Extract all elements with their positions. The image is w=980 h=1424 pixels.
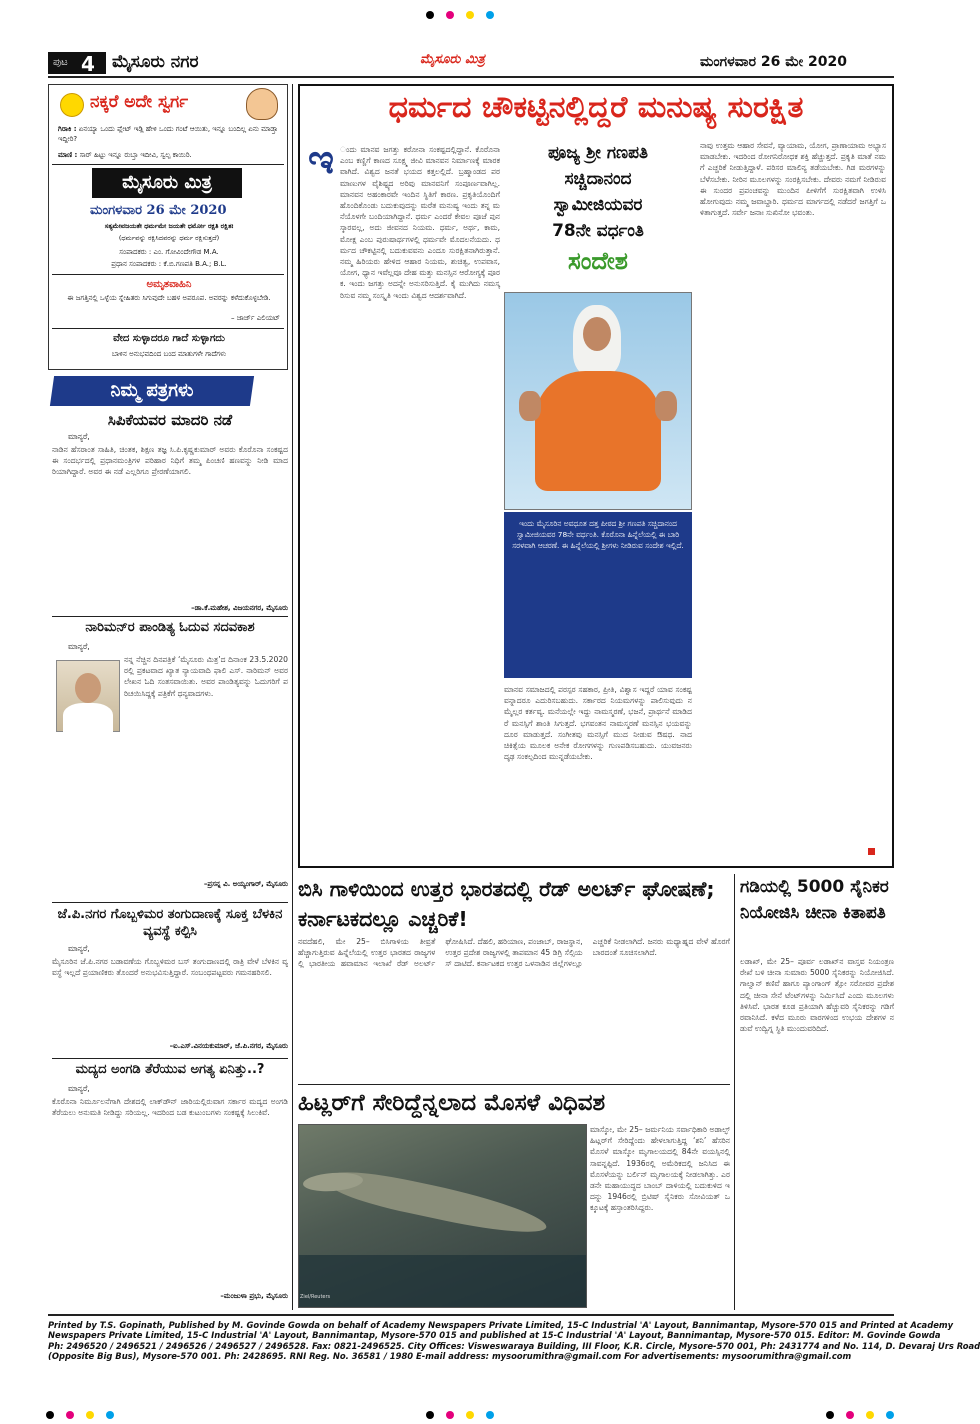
footer-imprint	[48, 1320, 980, 1362]
letter-author: –ಪ್ರಸನ್ನ ವಿ. ಅಯ್ಯಂಗಾರ್, ಮೈಸೂರು	[203, 880, 288, 888]
photo-credit: Ziel/Reuters	[300, 1294, 331, 1300]
imprint-line: (Opposite Big Bus), Mysore-570 001. Ph: 2428695. RNI Reg. No. 36581 / 1980 E-mail address: mysoorumithra@gmail.com For advertisements: mysoorumithra@gmail.com	[48, 1351, 852, 1362]
section-title: ಮೈಸೂರು ನಗರ	[112, 52, 199, 72]
paper-motto: ಸತ್ಯಮೇವಜಯತೇ ಧರ್ಮಮೇ ಜಯತೇ ಧರ್ಮೋ ರಕ್ಷತಿ ರಕ್ಷಿತಃ	[104, 222, 234, 230]
swamiji-photo	[504, 292, 692, 510]
page-number-block	[48, 52, 106, 74]
subhead-line: ಸಚ್ಚಿದಾನಂದ	[564, 169, 632, 189]
article-end-mark	[868, 848, 875, 855]
humor-line-2-text: ಸಾರ್ ಹಿಟ್ಟು ಇನ್ನೂ ರುಬ್ತಾ ಇದೀವಿ, ಸ್ವಲ್ಪ ಕಾಯಿರಿ.	[79, 151, 192, 159]
subhead-line: ಸ್ವಾಮೀಜಿಯವರ	[553, 195, 643, 215]
photo-hand-right	[655, 391, 677, 421]
main-headline: ಧರ್ಮದ ಚೌಕಟ್ಟಿನಲ್ಲಿದ್ದರೆ ಮನುಷ್ಯ ಸುರಕ್ಷಿತ	[388, 90, 804, 125]
humor-emoji-icon	[60, 93, 84, 117]
china-headline: ಗಡಿಯಲ್ಲಿ 5000 ಸೈನಿಕರ ನಿಯೋಜಿಸಿ ಚೀನಾ ಕಿತಾಪತಿ	[740, 877, 889, 923]
letter-title: ಸಿಪಿಕೆಯವರ ಮಾದರಿ ನಡೆ	[107, 411, 233, 429]
portrait-face	[75, 673, 101, 703]
crocodile-headline: ಹಿಟ್ಲರ್‌ಗೆ ಸೇರಿದ್ದೆನ್ನಲಾದ ಮೊಸಳೆ ವಿಧಿವಶ	[298, 1090, 606, 1116]
divider	[52, 328, 284, 329]
water-reflection	[299, 1255, 586, 1307]
editor-line: ಸಂಪಾದಕರು : ಎಂ. ಗೋವಿಂದೇಗೌಡ M.A.	[119, 248, 219, 256]
letters-banner	[50, 376, 254, 406]
divider	[52, 1058, 288, 1059]
letter-salutation: ಮಾನ್ಯರೆ,	[68, 432, 90, 441]
photo-face	[583, 317, 611, 351]
photo-caption-box	[504, 512, 692, 678]
humor-line-1-text: ಏನಯ್ಯಾ ಒಂದು ಪ್ಲೇಟ್ ಇಡ್ಲಿ ಹೇಳಿ ಒಂದು ಗಂಟೆ ಆಯಿತು, ಇನ್ನೂ ಬಂದಿಲ್ಲ ಏನು ಮಾಡ್ತಾ ಇದ್ದೀರಿ?	[58, 125, 278, 143]
exec-editor-line: ಪ್ರಧಾನ ಸಂಪಾದಕರು : ಕೆ.ಬಿ.ಗಣಪತಿ B.A.; B.L.	[111, 260, 227, 268]
header-rule	[48, 76, 894, 78]
proverb-meaning: ಬಾಳಿನ ಅನುಭವದಿಂದ ಬಂದ ಮಾತುಗಳೇ ಗಾದೆಗಳು	[111, 350, 227, 358]
masthead-box	[92, 168, 242, 198]
page-number: 4	[81, 52, 95, 76]
photo-caption: ಇಂದು ಮೈಸೂರಿನ ಅವಧೂತ ದತ್ತ ಪೀಠದ ಶ್ರೀ ಗಣಪತಿ ಸಚ್ಚಿದಾನಂದ ಸ್ವಾಮೀಜಿಯವರ 78ನೇ ವರ್ಧಂತಿ. ಕೊರೊನಾ ಹಿನ್ನೆಲೆಯಲ್ಲಿ ಈ ಬಾರಿ ಸರಳವಾಗಿ ಆಚರಣೆ. ಈ ಹಿನ್ನೆಲೆಯಲ್ಲಿ ಶ್ರೀಗಳು ನೀಡಿರುವ ಸಂದೇಶ ಇಲ್ಲಿದೆ.	[512, 519, 684, 550]
letter-salutation: ಮಾನ್ಯರೆ,	[68, 944, 90, 953]
humor-character-icon	[246, 88, 278, 120]
divider	[52, 616, 288, 617]
photo-hand-left	[519, 391, 541, 421]
humor-line-2	[58, 150, 280, 160]
letter-body: ನನ್ನ ನೆಚ್ಚಿನ ದಿನಪತ್ರಿಕೆ ‘ಮೈಸೂರು ಮಿತ್ರ’ದ ದಿನಾಂಕ 23.5.2020ರಲ್ಲಿ ಪ್ರಕಟವಾದ ಖ್ಯಾತ ನ್ಯಾಯವಾದಿ ಫಾಲಿ ಎಸ್. ನಾರಿಮನ್ ಅವರ ಲೇಖನ ಓದಿ ಸಂತಸವಾಯಿತು. ಅವರ ಪಾಂಡಿತ್ಯವನ್ನು ಓದುಗರಿಗೆ ಪರಿಚಯಿಸಿದ್ದಕ್ಕೆ ಪತ್ರಿಕೆಗೆ ಧನ್ಯವಾದಗಳು.	[124, 655, 291, 698]
registration-dots-top	[420, 4, 500, 23]
proverb-text: ವೇದ ಸುಳ್ಳಾದರೂ ಗಾದೆ ಸುಳ್ಳಾಗದು	[113, 333, 225, 344]
letter-body-continued	[52, 734, 288, 864]
humor-title: ನಕ್ಕರೆ ಅದೇ ಸ್ವರ್ಗ	[90, 92, 189, 112]
letter-author: –ಐ.ಎಸ್.ವಿನಯಕುಮಾರ್, ಜೆ.ಪಿ.ನಗರ, ಮೈಸೂರು	[169, 1042, 288, 1050]
china-body: ಲಡಾಖ್, ಮೇ 25– ಪೂರ್ವ ಲಡಾಖ್‌ನ ವಾಸ್ತವ ನಿಯಂತ್ರಣ ರೇಖೆ ಬಳಿ ಚೀನಾ ಸುಮಾರು 5000 ಸೈನಿಕರನ್ನು ನಿಯೋಜಿಸಿದೆ. ಗಾಲ್ವಾನ್ ಕಣಿವೆ ಹಾಗೂ ಪ್ಯಾಂಗಾಂಗ್ ತ್ಸೋ ಸರೋವರ ಪ್ರದೇಶದಲ್ಲಿ ಚೀನಾ ಸೇನೆ ಟೆಂಟ್‌ಗಳನ್ನು ನಿರ್ಮಿಸಿದೆ ಎಂದು ಮೂಲಗಳು ತಿಳಿಸಿವೆ. ಭಾರತ ಕೂಡ ಪ್ರತಿಯಾಗಿ ಹೆಚ್ಚುವರಿ ಸೈನಿಕರನ್ನು ಗಡಿಗೆ ರವಾನಿಸಿದೆ. ಕಳೆದ ಮೂರು ವಾರಗಳಿಂದ ಉಭಯ ದೇಶಗಳ ನಡುವೆ ಉದ್ವಿಗ್ನ ಸ್ಥಿತಿ ಮುಂದುವರಿದಿದೆ.	[740, 957, 897, 1034]
article-column-3: ನಾವು ಉತ್ತಮ ಆಹಾರ ಸೇವನೆ, ವ್ಯಾಯಾಮ, ಯೋಗ, ಪ್ರಾಣಾಯಾಮ ಅಭ್ಯಾಸ ಮಾಡಬೇಕು. ಇದರಿಂದ ರೋಗನಿರೋಧಕ ಶಕ್ತಿ ಹೆಚ್ಚುತ್ತದೆ. ಪ್ರಕೃತಿ ಮಾತೆ ನಮಗೆ ಎಚ್ಚರಿಕೆ ನೀಡುತ್ತಿದ್ದಾಳೆ. ಪರಿಸರ ಮಾಲಿನ್ಯ ತಡೆಯಬೇಕು. ಗಿಡ ಮರಗಳನ್ನು ಬೆಳೆಸಬೇಕು. ನೀರಿನ ಮೂಲಗಳನ್ನು ಸಂರಕ್ಷಿಸಬೇಕು. ದೇವರು ನಮಗೆ ನೀಡಿರುವ ಈ ಸುಂದರ ಪ್ರಪಂಚವನ್ನು ಮುಂದಿನ ಪೀಳಿಗೆಗೆ ಸುರಕ್ಷಿತವಾಗಿ ಉಳಿಸಿ ಹೋಗುವುದು ನಮ್ಮ ಜವಾಬ್ದಾರಿ. ಧರ್ಮದ ಮಾರ್ಗದಲ್ಲಿ ನಡೆದರೆ ಜಗತ್ತಿಗೆ ಒಳಿತಾಗುತ್ತದೆ. ಸರ್ವೇ ಜನಾಃ ಸುಖಿನೋ ಭವಂತು.	[700, 141, 889, 218]
article-subhead	[504, 140, 692, 278]
letters-banner-text: ನಿಮ್ಮ ಪತ್ರಗಳು	[110, 380, 194, 401]
letter-title: ನಾರಿಮನ್‌ರ ಪಾಂಡಿತ್ಯ ಓದುವ ಸದವಕಾಶ	[85, 620, 255, 635]
letter-title: ಜೆ.ಪಿ.ನಗರ ಗೊಬ್ಬಳಿಮರ ತಂಗುದಾಣಕ್ಕೆ ಸೂಕ್ತ ಬೆಳಕಿನ ವ್ಯವಸ್ಥೆ ಕಲ್ಪಿಸಿ	[57, 907, 283, 939]
registration-dots-bottom-left	[40, 1404, 120, 1423]
letter-author: –ಡಾ.ಕೆ.ಮಹೇಶ, ವಿಜಯನಗರ, ಮೈಸೂರು	[191, 604, 288, 612]
masthead-logo: ಮೈಸೂರು ಮಿತ್ರ	[122, 172, 212, 193]
humor-line-1	[58, 124, 280, 144]
footer-rule	[48, 1314, 894, 1316]
humor-line-1-label: ಗಿರಾಕಿ :	[58, 125, 77, 133]
divider	[52, 902, 288, 903]
page-label: ಪುಟ	[53, 57, 68, 68]
divider	[52, 164, 284, 165]
letter-author: –ಮಂಜುಳಾ ಪ್ರಭು, ಮೈಸೂರು	[220, 1292, 288, 1300]
crocodile-body	[328, 1164, 550, 1241]
letter-title: ಮದ್ಯದ ಅಂಗಡಿ ತೆರೆಯುವ ಅಗತ್ಯ ಏನಿತ್ತು..?	[75, 1062, 265, 1077]
humor-line-2-label: ಮಾಣಿ :	[58, 151, 78, 159]
amrutavahini-title: ಅಮೃತವಾಹಿನಿ	[146, 279, 192, 290]
imprint-line: Printed by T.S. Gopinath, Published by M. Govinde Gowda on behalf of Academy Newspapers Private Limited, 15-C Industrial 'A' Layout, Bannimantap, Mysore-570 015 and Printed at Academy	[48, 1320, 954, 1330]
letter-body: ನಾಡಿನ ಹೆಸರಾಂತ ಸಾಹಿತಿ, ಚಿಂತಕ, ಶಿಕ್ಷಣ ತಜ್ಞ ಸಿ.ಪಿ.ಕೃಷ್ಣಕುಮಾರ್ ಅವರು ಕೊರೊನಾ ಸಂಕಷ್ಟದ ಈ ಸಂದರ್ಭದಲ್ಲಿ ಪ್ರಧಾನಮಂತ್ರಿಗಳ ಪರಿಹಾರ ನಿಧಿಗೆ ತಮ್ಮ ಪಿಂಚಣಿ ಹಣವನ್ನು ನೀಡಿ ಮಾದರಿಯಾಗಿದ್ದಾರೆ. ಅವರ ಈ ನಡೆ ಎಲ್ಲರಿಗೂ ಪ್ರೇರಣೆಯಾಗಲಿ.	[52, 445, 291, 477]
letter-body: ಕೊರೊನಾ ನಿರ್ಮೂಲನೆಗಾಗಿ ದೇಶದಲ್ಲಿ ಲಾಕ್‌ಡೌನ್ ಜಾರಿಯಲ್ಲಿರುವಾಗ ಸರ್ಕಾರ ಮದ್ಯದ ಅಂಗಡಿ ತೆರೆಯಲು ಅನುಮತಿ ನೀಡಿದ್ದು ಸರಿಯಲ್ಲ. ಇದರಿಂದ ಬಡ ಕುಟುಂಬಗಳು ಸಂಕಷ್ಟಕ್ಕೆ ಸಿಲುಕಿವೆ.	[52, 1097, 291, 1118]
amrutavahini-text: ಈ ಜಗತ್ತಿನಲ್ಲಿ ಒಳ್ಳೆಯ ಸ್ನೇಹಿತರು ಸಿಗುವುದೇ ಬಹಳ ಅಪರೂಪ. ಅವರನ್ನು ಕಳೆದುಕೊಳ್ಳಬೇಡಿ.	[67, 294, 271, 302]
subhead-line: 78ನೇ ವರ್ಧಂತಿ	[552, 221, 644, 241]
column-divider	[734, 874, 735, 1310]
letter-salutation: ಮಾನ್ಯರೆ,	[68, 642, 90, 651]
heatwave-headline: ಬಿಸಿ ಗಾಳಿಯಿಂದ ಉತ್ತರ ಭಾರತದಲ್ಲಿ ರೆಡ್ ಅಲರ್ಟ್ ಘೋಷಣೆ; ಕರ್ನಾಟಕದಲ್ಲೂ ಎಚ್ಚರಿಕೆ!	[298, 877, 715, 931]
subhead-sandesha: ಸಂದೇಶ	[568, 247, 628, 275]
header-date: ಮಂಗಳವಾರ 26 ಮೇ 2020	[700, 54, 848, 70]
imprint-line: Ph: 2496520 / 2496521 / 2496526 / 2496527 / 2496528. Fax: 0821-2496525. City Offices: Visweswaraya Building, III Floor, K.R. Circle, Mysore-570 001, Ph: 2431774 and No. 114, D. Devaraj Urs Road	[48, 1340, 980, 1351]
crocodile-photo	[298, 1124, 587, 1308]
article-column-1: ಂದು ಮಾನವ ಜಗತ್ತು ಕರೋನಾ ಸಂಕಷ್ಟದಲ್ಲಿದ್ದಾನೆ. ಕೊರೊನಾ ಎಂಬ ಕಣ್ಣಿಗೆ ಕಾಣದ ಸೂಕ್ಷ್ಮ ಜೀವಿ ಮಾನವನ ನಿರ್ಮಾಣಕ್ಕೆ ಮಾರಕವಾಗಿದೆ. ವಿಶ್ವದ ಜನತೆ ಭಯದ ಕತ್ತಲಲ್ಲಿದೆ. ಬ್ರಹ್ಮಾಂಡದ ಪರಮಾಣುಗಳ ವೈಶಿಷ್ಟ್ಯದ ಅರಿವು ಮಾನವನಿಗೆ ಸಂಪೂರ್ಣವಾಗಿಲ್ಲ. ಮಾನವನ ಅಹಂಕಾರವೇ ಇಂದಿನ ಸ್ಥಿತಿಗೆ ಕಾರಣ. ಪ್ರಕೃತಿಯೊಂದಿಗೆ ಹೊಂದಿಕೊಂಡು ಬದುಕುವುದನ್ನು ಮರೆತ ಮನುಷ್ಯ ಇಂದು ತನ್ನ ಮನೆಯೊಳಗೇ ಬಂದಿಯಾಗಿದ್ದಾನೆ. ಧರ್ಮ ಎಂದರೆ ಕೇವಲ ಪೂಜೆ ಪುನಸ್ಕಾರವಲ್ಲ, ಅದು ಜೀವನದ ನಿಯಮ. ಧರ್ಮ, ಅರ್ಥ, ಕಾಮ, ಮೋಕ್ಷ ಎಂಬ ಪುರುಷಾರ್ಥಗಳಲ್ಲಿ ಧರ್ಮವೇ ಮೊದಲನೆಯದು. ಧರ್ಮದ ಚೌಕಟ್ಟಿನಲ್ಲಿ ಬದುಕುವವನು ಎಂದೂ ಸುರಕ್ಷಿತನಾಗಿರುತ್ತಾನೆ. ನಮ್ಮ ಹಿರಿಯರು ಹೇಳಿದ ಆಹಾರ ನಿಯಮ, ಶುಚಿತ್ವ, ಉಪವಾಸ, ಯೋಗ, ಧ್ಯಾನ ಇವೆಲ್ಲವೂ ದೇಹ ಮತ್ತು ಮನಸ್ಸಿನ ಆರೋಗ್ಯಕ್ಕೆ ಪೂರಕ. ಇಂದು ಜಗತ್ತು ಅದನ್ನೇ ಅನುಸರಿಸುತ್ತಿದೆ. ಕೈ ಮುಗಿದು ನಮಸ್ಕರಿಸುವ ನಮ್ಮ ಸಂಸ್ಕೃತಿ ಇಂದು ವಿಶ್ವದ ಆದರ್ಶವಾಗಿದೆ.	[340, 145, 503, 300]
column-divider	[292, 84, 293, 1310]
registration-dots-bottom-center	[420, 1404, 500, 1423]
imprint-line: Newspapers Private Limited, 15-C Industrial 'A' Layout, Bannimantap, Mysore-570 015 and published at 15-C Industrial 'A' Layout, Bannimantap, Mysore-570 015. Editor: M. Govinde Gowda	[48, 1330, 941, 1341]
paper-date: ಮಂಗಳವಾರ 26 ಮೇ 2020	[90, 203, 227, 218]
crocodile-body-text: ಮಾಸ್ಕೋ, ಮೇ 25– ಜರ್ಮನಿಯ ಸರ್ವಾಧಿಕಾರಿ ಅಡಾಲ್ಫ್ ಹಿಟ್ಲರ್‌ಗೆ ಸೇರಿದ್ದೆಂದು ಹೇಳಲಾಗುತ್ತಿದ್ದ ‘ಶನಿ’ ಹೆಸರಿನ ಮೊಸಳೆ ಮಾಸ್ಕೋ ಮೃಗಾಲಯದಲ್ಲಿ 84ನೇ ವಯಸ್ಸಿನಲ್ಲಿ ಸಾವನ್ನಪ್ಪಿದೆ. 1936ರಲ್ಲಿ ಅಮೆರಿಕದಲ್ಲಿ ಜನಿಸಿದ ಈ ಮೊಸಳೆಯನ್ನು ಬರ್ಲಿನ್ ಮೃಗಾಲಯಕ್ಕೆ ನೀಡಲಾಗಿತ್ತು. ಎರಡನೇ ಮಹಾಯುದ್ಧದ ಬಾಂಬ್ ದಾಳಿಯಲ್ಲಿ ಬದುಕುಳಿದ ಇದನ್ನು 1946ರಲ್ಲಿ ಬ್ರಿಟಿಷ್ ಸೈನಿಕರು ಸೋವಿಯತ್ ಒಕ್ಕೂಟಕ್ಕೆ ಹಸ್ತಾಂತರಿಸಿದ್ದರು.	[590, 1125, 733, 1213]
amrutavahini-author: – ಜಾರ್ಜ್ ಎಲಿಯಟ್	[230, 314, 280, 322]
paper-motto-meaning: (ಧರ್ಮವನ್ನು ರಕ್ಷಿಸಿದವರನ್ನು ಧರ್ಮ ರಕ್ಷಿಸುತ್ತದೆ)	[118, 234, 220, 242]
portrait-body	[63, 703, 113, 733]
photo-robe	[535, 371, 661, 491]
letter-author-photo	[56, 660, 120, 732]
letter-salutation: ಮಾನ್ಯರೆ,	[68, 1084, 90, 1093]
divider	[52, 274, 284, 275]
letter-body: ಮೈಸೂರಿನ ಜೆ.ಪಿ.ನಗರ ಬಡಾವಣೆಯ ಗೊಬ್ಬಳಿಮರ ಬಸ್ ತಂಗುದಾಣದಲ್ಲಿ ರಾತ್ರಿ ವೇಳೆ ಬೆಳಕಿನ ವ್ಯವಸ್ಥೆ ಇಲ್ಲದೆ ಪ್ರಯಾಣಿಕರು ತೊಂದರೆ ಅನುಭವಿಸುತ್ತಿದ್ದಾರೆ. ಸಂಬಂಧಪಟ್ಟವರು ಗಮನಹರಿಸಲಿ.	[52, 957, 288, 978]
heatwave-body: ನವದೆಹಲಿ, ಮೇ 25– ಬಿಸಿಗಾಳಿಯ ತೀವ್ರತೆ ಹೆಚ್ಚಾಗುತ್ತಿರುವ ಹಿನ್ನೆಲೆಯಲ್ಲಿ ಉತ್ತರ ಭಾರತದ ರಾಜ್ಯಗಳಲ್ಲಿ ಭಾರತೀಯ ಹವಾಮಾನ ಇಲಾಖೆ ರೆಡ್ ಅಲರ್ಟ್ ಘೋಷಿಸಿದೆ. ದೆಹಲಿ, ಹರಿಯಾಣ, ಪಂಜಾಬ್, ರಾಜಸ್ಥಾನ, ಉತ್ತರ ಪ್ರದೇಶ ರಾಜ್ಯಗಳಲ್ಲಿ ತಾಪಮಾನ 45 ಡಿಗ್ರಿ ಸೆಲ್ಸಿಯಸ್ ದಾಟಿದೆ. ಕರ್ನಾಟಕದ ಉತ್ತರ ಒಳನಾಡಿನ ಜಿಲ್ಲೆಗಳಲ್ಲೂ ಎಚ್ಚರಿಕೆ ನೀಡಲಾಗಿದೆ. ಜನರು ಮಧ್ಯಾಹ್ನದ ವೇಳೆ ಹೊರಗೆ ಬಾರದಂತೆ ಸೂಚಿಸಲಾಗಿದೆ.	[298, 937, 733, 969]
masthead-small: ಮೈಸೂರು ಮಿತ್ರ	[420, 52, 485, 67]
subhead-line: ಪೂಜ್ಯ ಶ್ರೀ ಗಣಪತಿ	[547, 143, 649, 163]
divider	[298, 1084, 730, 1085]
registration-dots-bottom-right	[820, 1404, 900, 1423]
drop-cap: ಇ	[308, 137, 334, 183]
article-column-2: ಮಾನವ ಸಮಾಜದಲ್ಲಿ ಪರಸ್ಪರ ಸಹಕಾರ, ಪ್ರೀತಿ, ವಿಶ್ವಾಸ ಇದ್ದರೆ ಯಾವ ಸಂಕಷ್ಟವನ್ನಾದರೂ ಎದುರಿಸಬಹುದು. ಸರ್ಕಾರದ ನಿಯಮಗಳನ್ನು ಪಾಲಿಸುವುದು ನಮ್ಮೆಲ್ಲರ ಕರ್ತವ್ಯ. ಮನೆಯಲ್ಲೇ ಇದ್ದು ನಾಮಸ್ಮರಣೆ, ಭಜನೆ, ಪ್ರಾರ್ಥನೆ ಮಾಡಿದರೆ ಮನಸ್ಸಿಗೆ ಶಾಂತಿ ಸಿಗುತ್ತದೆ. ಭಗವಂತನ ನಾಮಸ್ಮರಣೆ ಮನಸ್ಸಿನ ಭಯವನ್ನು ದೂರ ಮಾಡುತ್ತದೆ. ಸಂಗೀತವು ಮನಸ್ಸಿಗೆ ಮುದ ನೀಡುವ ಔಷಧ. ನಾದ ಚಿಕಿತ್ಸೆಯ ಮೂಲಕ ಅನೇಕ ರೋಗಗಳನ್ನು ಗುಣಪಡಿಸಬಹುದು. ಯುವಜನರು ದೃಢ ಸಂಕಲ್ಪದಿಂದ ಮುನ್ನಡೆಯಬೇಕು.	[504, 685, 695, 762]
